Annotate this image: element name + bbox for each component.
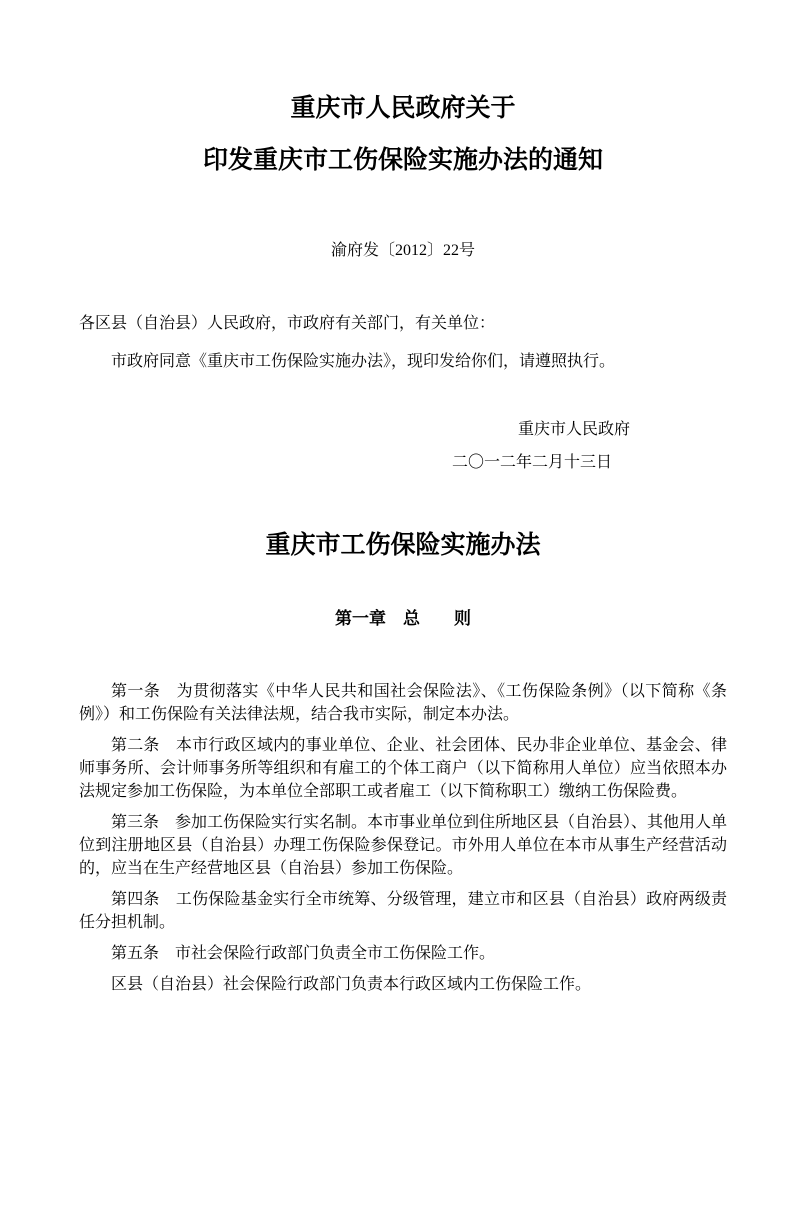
salutation-line: 各区县（自治县）人民政府，市政府有关部门，有关单位： xyxy=(79,315,496,332)
notice-title-line-1: 重庆市人民政府关于 xyxy=(290,95,516,122)
signature-name: 重庆市人民政府 xyxy=(517,421,630,438)
article-1-paragraph: 第一条 为贯彻落实《中华人民共和国社会保险法》、《工伤保险条例》（以下简称《条例》）和工伤保险有关法律法规，结合我市实际，制定本办法。 xyxy=(79,683,727,723)
document-number: 渝府发〔2012〕22号 xyxy=(330,242,475,259)
article-2-paragraph: 第二条 本市行政区域内的事业单位、企业、社会团体、民办非企业单位、基金会、律师事务所、会计师事务所等组织和有雇工的个体工商户（以下简称用人单位）应当依照本办法规定参加工伤保险，为本单位全部职工或者雇工（以下简称职工）缴纳工伤保险费。 xyxy=(79,737,727,800)
notice-title-line-2: 印发重庆市工伤保险实施办法的通知 xyxy=(202,147,603,174)
notice-title xyxy=(79,83,727,187)
signature-date: 二〇一二年二月十三日 xyxy=(451,454,612,471)
notice-body-paragraph: 市政府同意《重庆市工伤保险实施办法》，现印发给你们，请遵照执行。 xyxy=(111,353,616,370)
measure-title: 重庆市工伤保险实施办法 xyxy=(265,532,541,559)
article-4-paragraph: 第四条 工伤保险基金实行全市统筹、分级管理，建立市和区县（自治县）政府两级责任分担机制。 xyxy=(79,891,727,931)
document-page xyxy=(0,83,793,1205)
article-5-paragraph: 第五条 市社会保险行政部门负责全市工伤保险工作。 xyxy=(111,945,496,962)
article-3-paragraph: 第三条 参加工伤保险实行实名制。本市事业单位到住所地区县（自治县）、其他用人单位到注册地区县（自治县）办理工伤保险参保登记。市外用人单位在本市从事生产经营活动的，应当在生产经营地区县（自治县）参加工伤保险。 xyxy=(79,814,728,877)
article-5-paragraph-2: 区县（自治县）社会保险行政部门负责本行政区域内工伤保险工作。 xyxy=(111,976,592,993)
articles-section xyxy=(79,680,727,996)
chapter-1-heading: 第一章 总 则 xyxy=(335,609,471,628)
